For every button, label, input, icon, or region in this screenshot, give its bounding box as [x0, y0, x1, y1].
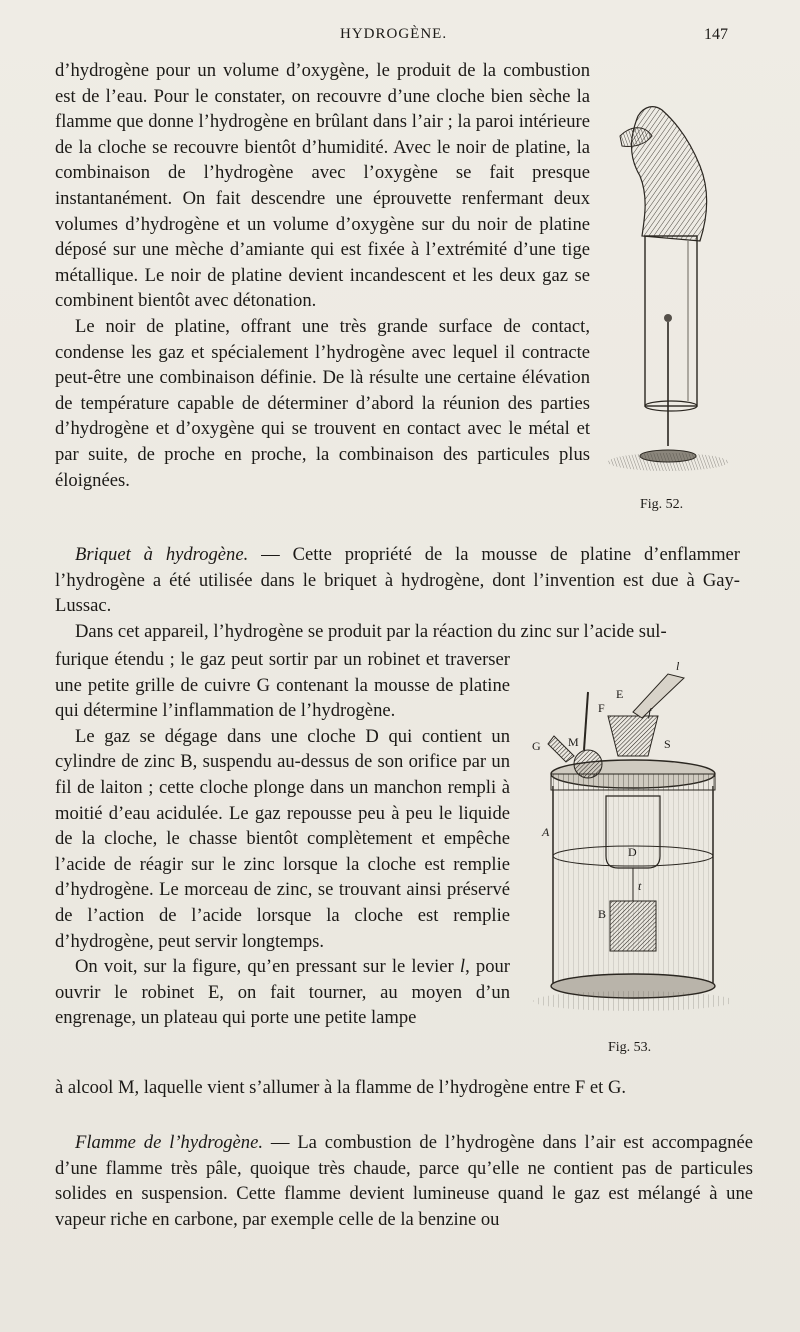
- figure-52-illustration: [600, 96, 750, 496]
- paragraph-flamme-body: — La combustion de l’hydrogène dans l’air est accompagnée d’une flamme très pâle, quoique très chaude, parce qu’elle ne contient pas de particules solides en suspension. Cette flamme devient lumineuse quand le gaz est mélangé à une vapeur riche en carbone, par exemple celle de la benzine ou: [55, 1132, 753, 1230]
- paragraph-briquet-body: — Cette propriété de la mousse de platine d’enflammer l’hydrogène a été utilisée dans le briquet à hydrogène, dont l’invention est due à Gay-Lussac.: [55, 544, 740, 617]
- section-title-flamme: Flamme de l’hydrogène.: [75, 1132, 263, 1153]
- paragraph-flamme: [55, 1130, 753, 1232]
- text-block-flamme: [55, 1130, 753, 1232]
- label-S: S: [664, 737, 671, 751]
- hand-holding-tube: [620, 107, 707, 241]
- levier-text-start: On voit, sur la figure, qu’en pressant sur le levier: [75, 956, 460, 978]
- figure-53-illustration: [518, 656, 750, 1020]
- levier-text-mid: , pour ouvrir le robinet E, on fait tourner, au moyen d’un engrenage, un plateau qui porte une petite lampe: [55, 956, 510, 1029]
- label-M: M: [568, 735, 579, 749]
- label-l: l: [676, 659, 680, 673]
- label-t: t: [638, 879, 642, 893]
- paragraph-appareil-rest: furique étendu ; le gaz peut sortir par un robinet et traverser une petite grille de cuivre G contenant la mousse de platine qui détermine l’inflammation de l’hydrogène.: [55, 649, 510, 722]
- label-A: A: [542, 825, 550, 839]
- text-block-intro: [55, 58, 590, 493]
- section-title-briquet: Briquet à hydrogène.: [75, 544, 249, 565]
- stand-base: [608, 450, 728, 471]
- glass-tube: [645, 236, 697, 411]
- label-G: G: [532, 739, 541, 753]
- label-B: B: [598, 907, 607, 921]
- label-E: E: [616, 687, 624, 701]
- label-F: F: [598, 701, 605, 715]
- label-f: f: [648, 705, 652, 719]
- page-number: 147: [704, 26, 728, 43]
- figure-53-caption: Fig. 53.: [608, 1040, 652, 1055]
- figure-52-caption: Fig. 52.: [640, 497, 684, 512]
- text-block-appareil: [55, 647, 510, 1031]
- paragraph-levier: [55, 954, 510, 1031]
- paragraph-levier-end: à alcool M, laquelle vient s’allumer à la flamme de l’hydrogène entre F et G.: [55, 1077, 627, 1098]
- paragraph-appareil-first-line: Dans cet appareil, l’hydrogène se produit par la réaction du zinc sur l’acide sul-: [75, 620, 667, 642]
- label-D: D: [628, 845, 637, 859]
- levier-letter: l: [459, 956, 466, 978]
- text-block-briquet: [55, 542, 740, 644]
- paragraph-noir-de-platine: Le noir de platine, offrant une très grande surface de contact, condense les gaz et spécialement l’hydrogène avec lequel il contracte peut-être une combinaison définie. De là résulte une certaine élévation de température capable de déterminer d’abord la réunion des parties d’hydrogène et d’oxygène qui se trouvent en contact avec le métal et par suite, de proche en proche, la combinaison des particules plus éloignées.: [55, 315, 590, 491]
- running-head: [0, 26, 800, 48]
- paragraph-cloche: Le gaz se dégage dans une cloche D qui contient un cylindre de zinc B, suspendu au-dessus de son orifice par un fil de laiton ; cette cloche plonge dans un manchon rempli à moitié d’eau acidulée. Le gaz repousse peu à peu le liquide de la cloche, le chasse bientôt complètement et empêche l’acide de réagir sur le zinc lorsque la cloche est remplie d’hydrogène. Le morceau de zinc, se trouvant ainsi préservé de l’action de l’acide lorsque la cloche est remplie d’hydrogène, peut servir longtemps.: [55, 725, 510, 952]
- running-title: HYDROGÈNE.: [340, 26, 448, 42]
- paragraph-briquet: [55, 542, 740, 619]
- metal-rod-with-platinum: [664, 314, 672, 446]
- paragraph-combustion: d’hydrogène pour un volume d’oxygène, le produit de la combustion est de l’eau. Pour le constater, on recouvre d’une cloche bien sèche la flamme que donne l’hydrogène en brûlant dans l’air ; la paroi intérieure de la cloche se recouvre bientôt d’humidité. Avec le noir de platine, la combinaison de l’hydrogène avec l’oxygène se fait presque instantanément. On fait descendre une éprouvette renfermant deux volumes d’hydrogène et un volume d’oxygène sur du noir de platine déposé sur une mèche d’amiante qui est fixée à l’extrémité d’une tige métallique. Le noir de platine devient incandescent et les deux gaz se combinent bientôt avec détonation.: [55, 60, 590, 312]
- text-block-levier-end: [55, 1075, 740, 1101]
